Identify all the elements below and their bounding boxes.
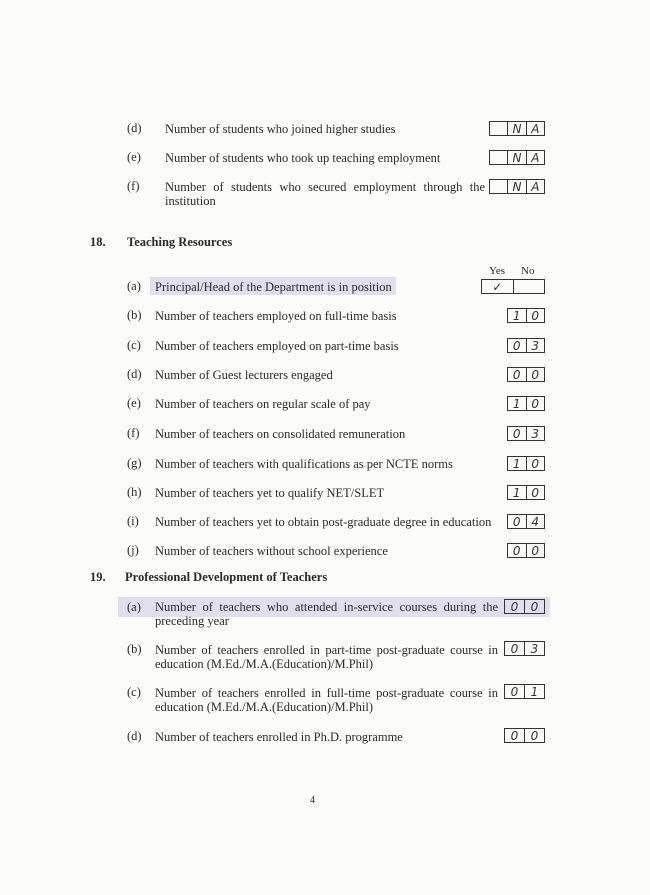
- item-label: (b): [127, 642, 142, 656]
- answer-cell: 0: [505, 600, 525, 613]
- item-label: (j): [127, 543, 139, 557]
- answer-cell: 3: [530, 641, 539, 656]
- answer-cell: 0: [531, 456, 540, 471]
- item-text: Principal/Head of the Department is in position: [155, 280, 392, 294]
- answer-cell: 1: [530, 684, 539, 699]
- answer-cell: 1: [508, 397, 527, 410]
- answer-box[interactable]: [504, 599, 545, 614]
- item-label: (h): [127, 485, 142, 499]
- answer-box[interactable]: [507, 308, 545, 323]
- item-label: (a): [127, 279, 141, 293]
- answer-cell: N: [508, 122, 526, 135]
- answer-cell: 0: [531, 367, 540, 382]
- answer-cell: 3: [531, 338, 540, 353]
- answer-cell: 0: [505, 685, 525, 698]
- answer-cell: 1: [508, 309, 527, 322]
- item-label: (i): [127, 514, 139, 528]
- answer-box[interactable]: [489, 121, 545, 136]
- answer-cell: 0: [531, 308, 540, 323]
- answer-cell: N: [508, 151, 526, 164]
- answer-box[interactable]: [507, 543, 545, 558]
- answer-box[interactable]: [504, 641, 545, 656]
- answer-box[interactable]: [489, 179, 545, 194]
- answer-cell: N: [508, 180, 526, 193]
- item-label: (d): [127, 729, 142, 743]
- answer-box[interactable]: [507, 514, 545, 529]
- answer-cell: 0: [530, 728, 539, 743]
- item-label: (f): [127, 179, 140, 193]
- answer-box[interactable]: [489, 150, 545, 165]
- answer-box[interactable]: [507, 485, 545, 500]
- answer-box[interactable]: [507, 367, 545, 382]
- answer-box[interactable]: [507, 426, 545, 441]
- item-label: (c): [127, 685, 141, 699]
- answer-cell: 0: [505, 642, 525, 655]
- answer-cell: [490, 180, 508, 193]
- answer-cell: 0: [508, 544, 527, 557]
- answer-box[interactable]: [507, 338, 545, 353]
- no-header: No: [521, 265, 535, 277]
- answer-cell: [490, 122, 508, 135]
- answer-box[interactable]: [507, 456, 545, 471]
- answer-cell: 1: [508, 486, 527, 499]
- item-text: Number of teachers enrolled in part-time post-graduate course in education (M.Ed./M.A.(Education)/M.Phil): [155, 643, 498, 671]
- answer-box[interactable]: [507, 396, 545, 411]
- answer-cell: 0: [531, 485, 540, 500]
- answer-cell: [490, 151, 508, 164]
- item-label: (d): [127, 367, 142, 381]
- answer-box[interactable]: [504, 684, 545, 699]
- item-text: Number of teachers on regular scale of pay: [155, 397, 371, 411]
- item-label: (e): [127, 396, 141, 410]
- item-text: Number of teachers enrolled in full-time post-graduate course in education (M.Ed./M.A.(Education)/M.Phil): [155, 686, 498, 714]
- item-text: Number of teachers employed on part-time basis: [155, 339, 399, 353]
- item-text: Number of students who took up teaching employment: [165, 151, 441, 165]
- answer-cell: A: [531, 179, 540, 194]
- section-number: 18.: [90, 235, 106, 249]
- answer-box[interactable]: [504, 728, 545, 743]
- answer-cell: 0: [508, 427, 527, 440]
- answer-cell: 0: [508, 368, 527, 381]
- page-number: 4: [310, 795, 315, 806]
- section-title: Professional Development of Teachers: [125, 570, 328, 584]
- answer-cell: 0: [508, 339, 527, 352]
- answer-cell: 0: [531, 396, 540, 411]
- item-text: Number of teachers on consolidated remuneration: [155, 427, 406, 441]
- item-label: (f): [127, 426, 140, 440]
- answer-cell: 3: [531, 426, 540, 441]
- item-text: Number of teachers who attended in-service courses during the preceding year: [155, 600, 498, 628]
- item-text: Number of teachers yet to obtain post-graduate degree in education: [155, 515, 492, 529]
- item-text: Number of teachers without school experience: [155, 544, 388, 558]
- item-label: (g): [127, 456, 142, 470]
- item-text: Number of teachers employed on full-time basis: [155, 309, 397, 323]
- answer-cell: 0: [531, 543, 540, 558]
- answer-cell: 0: [508, 515, 527, 528]
- item-label: (e): [127, 150, 141, 164]
- no-cell: [514, 280, 545, 293]
- item-text: Number of teachers yet to qualify NET/SLET: [155, 486, 385, 500]
- section-title: Teaching Resources: [127, 235, 233, 249]
- yes-cell: ✓: [482, 280, 514, 293]
- item-text: Number of students who joined higher studies: [165, 122, 396, 136]
- item-text: Number of teachers enrolled in Ph.D. programme: [155, 730, 403, 744]
- item-label: (d): [127, 121, 142, 135]
- answer-cell: 4: [531, 514, 540, 529]
- item-label: (c): [127, 338, 141, 352]
- yes-no-box[interactable]: [481, 279, 545, 294]
- item-label: (a): [127, 600, 141, 614]
- item-text: Number of teachers with qualifications as per NCTE norms: [155, 457, 453, 471]
- yes-header: Yes: [489, 265, 506, 277]
- item-label: (b): [127, 308, 142, 322]
- item-text: Number of students who secured employment through the institution: [165, 180, 485, 208]
- section-number: 19.: [90, 570, 106, 584]
- answer-cell: A: [531, 121, 540, 136]
- answer-cell: A: [531, 150, 540, 165]
- answer-cell: 0: [505, 729, 525, 742]
- item-text: Number of Guest lecturers engaged: [155, 368, 333, 382]
- answer-cell: 0: [530, 599, 539, 614]
- answer-cell: 1: [508, 457, 527, 470]
